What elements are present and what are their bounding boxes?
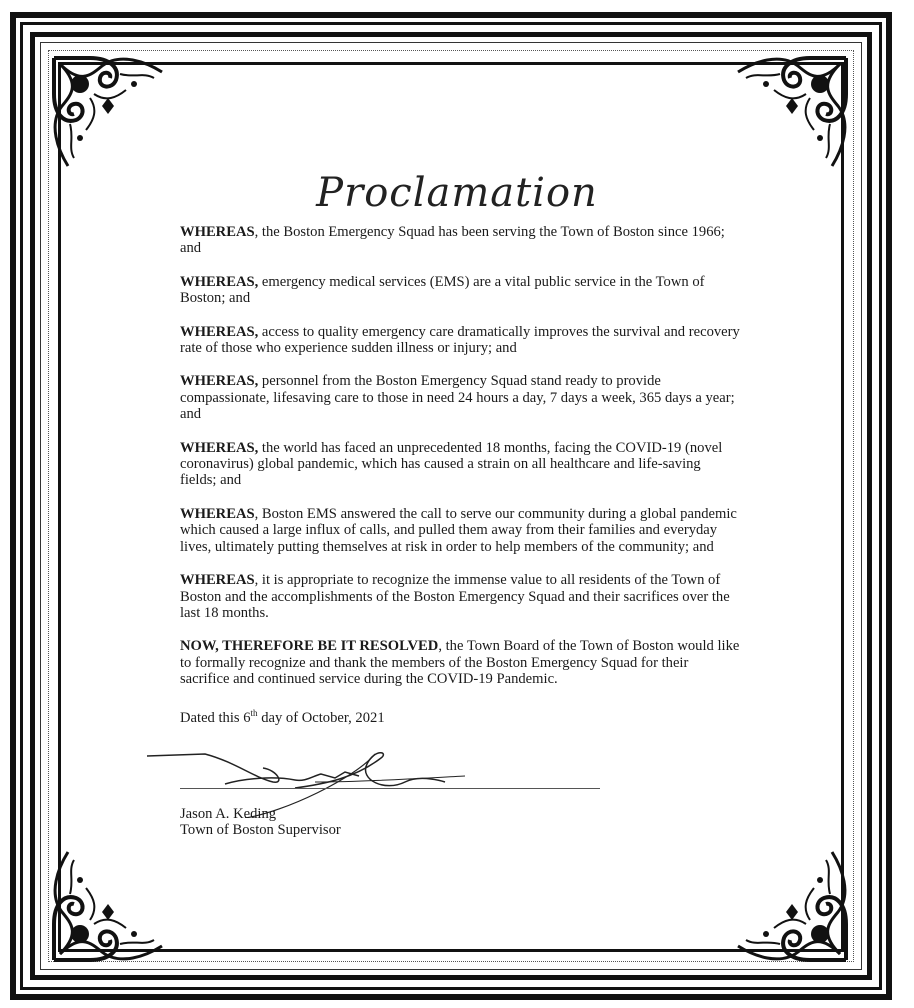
signature-line [180,788,600,789]
corner-ornament-icon [732,54,850,172]
proclamation-body [180,224,740,743]
paragraph [180,572,740,621]
signer-block [180,806,341,839]
paragraph-lead: NOW, THEREFORE BE IT RESOLVED [180,638,439,655]
paragraph [180,373,740,422]
paragraph-lead: WHEREAS [180,572,255,589]
paragraph-text: , Boston EMS answered the call to serve our community during a global pandemic which caused a large influx of calls, and pulled them away from their families and everyday lives, ultimately putting themselves at risk in order to help members of the community; and [180,505,737,555]
paragraph [180,506,740,555]
paragraph [180,440,740,489]
paragraph-lead: WHEREAS, [180,373,259,390]
signer-name: Jason A. Keding [180,806,277,822]
dated-prefix: Dated this 6 [180,709,251,726]
paragraph-text: , the Town Board of the Town of Boston would like to formally recognize and thank the members of the Boston Emergency Squad for their sacrifice and continued service during the COVID-19 Pandemic. [180,638,740,688]
paragraph-text: emergency medical services (EMS) are a vital public service in the Town of Boston; and [180,273,705,307]
paragraph-text: access to quality emergency care dramatically improves the survival and recovery rate of those who experience sudden illness or injury; and [180,323,740,357]
paragraph-text: , it is appropriate to recognize the immense value to all residents of the Town of Boston and the accomplishments of the Boston Emergency Squad and their sacrifices over the last 18 months. [180,572,730,621]
dated-rest: day of October, 2021 [257,709,385,726]
paragraph-text: personnel from the Boston Emergency Squad stand ready to provide compassionate, lifesaving care to those in need 24 hours a day, 7 days a week, 365 days a year; and [180,373,735,423]
paragraph-text: the world has faced an unprecedented 18 months, facing the COVID-19 (novel coronavirus) global pandemic, which has caused a strain on all healthcare and life-saving fields; and [180,439,723,489]
paragraph-lead: WHEREAS, [180,273,259,290]
corner-ornament-icon [50,846,168,964]
paragraph-lead: WHEREAS, [180,323,259,340]
paragraph-lead: WHEREAS [180,224,255,240]
paragraph-lead: WHEREAS, [180,439,259,456]
dated-line [180,705,740,726]
dated-ordinal: th [250,707,258,718]
signer-title: Town of Boston Supervisor [180,822,341,839]
corner-ornament-icon [732,846,850,964]
document-title: Proclamation [316,170,598,216]
paragraph [180,224,740,257]
paragraph [180,324,740,357]
corner-ornament-icon [50,54,168,172]
paragraph [180,638,740,687]
paragraph [180,274,740,307]
paragraph-text: , the Boston Emergency Squad has been serving the Town of Boston since 1966; and [180,224,725,257]
paragraph-lead: WHEREAS [180,505,255,522]
